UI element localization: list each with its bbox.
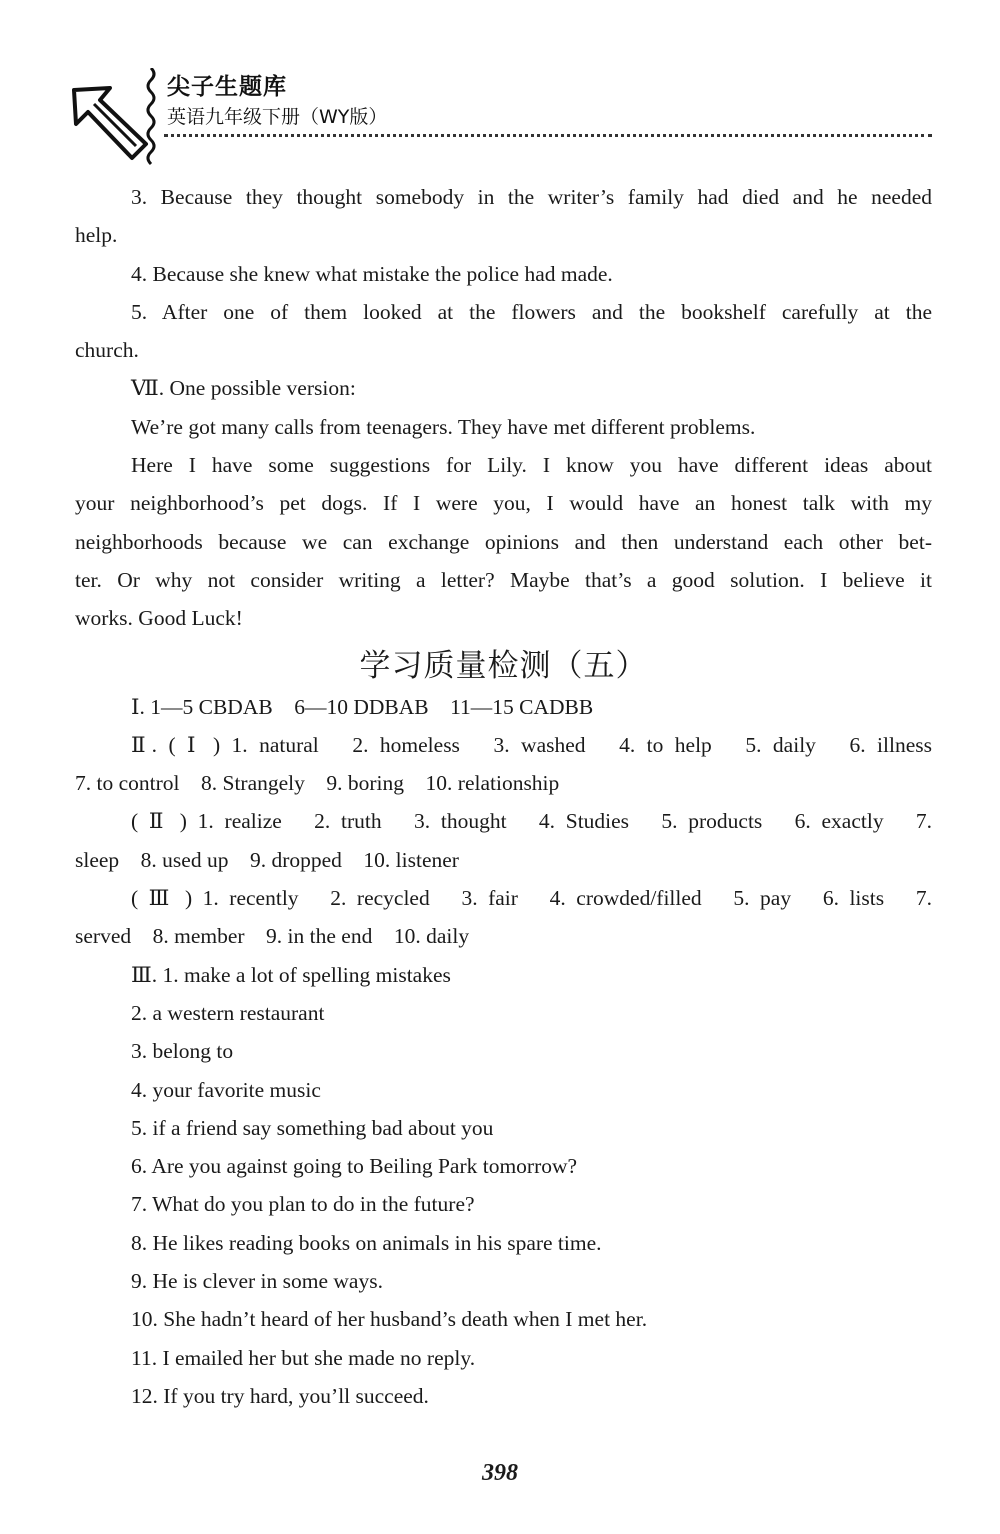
answer-line: 4. Because she knew what mistake the police had made. bbox=[131, 261, 613, 286]
answer-key-line: Ⅰ. 1—5 CBDAB 6—10 DDBAB 11—15 CADBB bbox=[131, 694, 594, 719]
essay-line: neighborhoods because we can exchange opinions and then understand each other bet- bbox=[75, 529, 932, 554]
answer-line: 3. Because they thought somebody in the writer’s family had died and he needed bbox=[131, 185, 932, 209]
answer-key-line: 10. She hadn’t heard of her husband’s death when I met her. bbox=[131, 1307, 648, 1332]
dotted-rule bbox=[164, 134, 932, 137]
essay-line: Here I have some suggestions for Lily. I know you have different ideas about bbox=[131, 453, 932, 478]
page-header bbox=[70, 62, 940, 172]
answer-line: help. bbox=[75, 223, 118, 248]
essay-line: We’re got many calls from teenagers. They have met different problems. bbox=[131, 414, 756, 439]
essay-line: ter. Or why not consider writing a letter? Maybe that’s a good solution. I believe it bbox=[75, 567, 932, 592]
wavy-border-icon bbox=[144, 68, 158, 168]
answer-line: church. bbox=[75, 338, 139, 363]
answer-key-line: 8. He likes reading books on animals in his spare time. bbox=[131, 1230, 602, 1255]
answer-line: 5. After one of them looked at the flowers and the bookshelf carefully at the bbox=[131, 299, 932, 324]
page-number: 398 bbox=[482, 1460, 518, 1486]
page-content bbox=[75, 178, 932, 1415]
section-title: 学习质量检测（五） bbox=[359, 647, 648, 684]
answer-key-line: sleep 8. used up 9. dropped 10. listener bbox=[75, 847, 459, 872]
answer-key-line: 3. belong to bbox=[131, 1039, 234, 1064]
answer-key-line: Ⅱ. ( Ⅰ ) 1. natural 2. homeless 3. washed 4. to help 5. daily 6. illness bbox=[131, 732, 932, 757]
book-subtitle: 英语九年级下册（WY版） bbox=[167, 106, 388, 128]
answer-key-line: Ⅲ. 1. make a lot of spelling mistakes bbox=[131, 962, 451, 987]
answer-key-line: ( Ⅲ ) 1. recently 2. recycled 3. fair 4. crowded/filled 5. pay 6. lists 7. bbox=[131, 886, 932, 911]
essay-line: works. Good Luck! bbox=[75, 606, 243, 631]
answer-key-line: 6. Are you against going to Beiling Park tomorrow? bbox=[131, 1154, 578, 1179]
answer-key-line: 11. I emailed her but she made no reply. bbox=[131, 1345, 476, 1370]
answer-key-line: 9. He is clever in some ways. bbox=[131, 1269, 383, 1294]
series-title: 尖子生题库 bbox=[167, 74, 287, 100]
answer-key-line: 4. your favorite music bbox=[131, 1077, 321, 1102]
answer-key-line: 7. to control 8. Strangely 9. boring 10. relationship bbox=[75, 771, 560, 796]
answer-key-line: ( Ⅱ ) 1. realize 2. truth 3. thought 4. Studies 5. products 6. exactly 7. bbox=[131, 809, 932, 834]
arrow-icon bbox=[70, 82, 150, 162]
answer-key-line: 2. a western restaurant bbox=[131, 1000, 325, 1025]
answer-key-line: 12. If you try hard, you’ll succeed. bbox=[131, 1383, 429, 1408]
essay-line: your neighborhood’s pet dogs. If I were you, I would have an honest talk with my bbox=[75, 491, 932, 516]
answer-key-line: served 8. member 9. in the end 10. daily bbox=[75, 924, 470, 949]
answer-key-line: 7. What do you plan to do in the future? bbox=[131, 1192, 475, 1217]
section-label: Ⅶ. One possible version: bbox=[131, 376, 356, 401]
answer-key-line: 5. if a friend say something bad about you bbox=[131, 1115, 494, 1140]
